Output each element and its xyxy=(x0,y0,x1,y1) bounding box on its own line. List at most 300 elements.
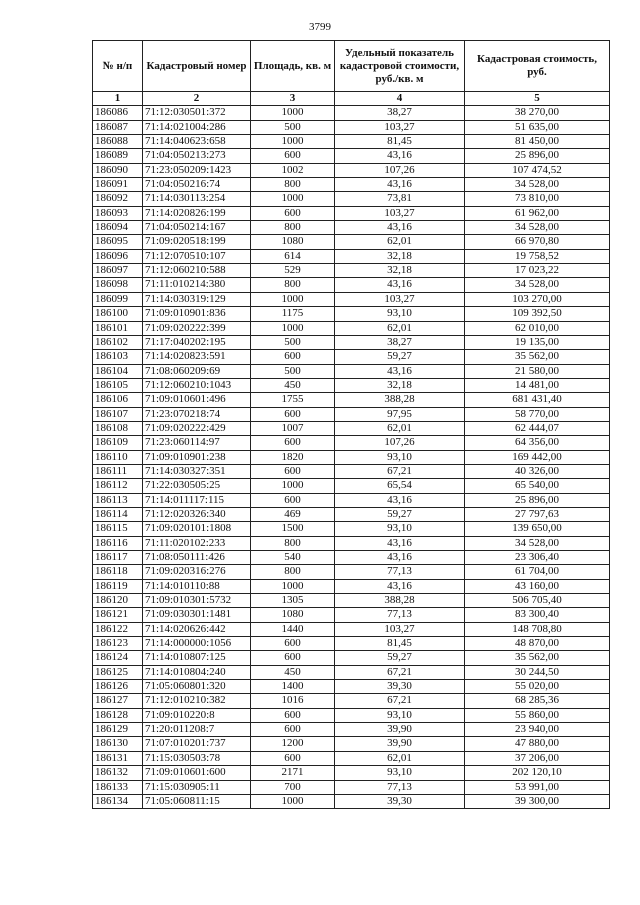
cell-cadastral-value: 681 431,40 xyxy=(465,393,610,407)
cell-specific-value: 77,13 xyxy=(335,565,465,579)
cell-cadastral-number: 71:14:010110:88 xyxy=(143,579,251,593)
table-body xyxy=(93,106,610,809)
table-row xyxy=(93,766,610,780)
cell-index: 186101 xyxy=(93,321,143,335)
cell-cadastral-value: 58 770,00 xyxy=(465,407,610,421)
table-row xyxy=(93,579,610,593)
cell-cadastral-value: 14 481,00 xyxy=(465,378,610,392)
cell-cadastral-number: 71:05:060811:15 xyxy=(143,794,251,808)
cell-cadastral-value: 27 797,63 xyxy=(465,507,610,521)
header-cadastral-value: Кадастровая стоимость, руб. xyxy=(465,41,610,92)
header-area: Площадь, кв. м xyxy=(251,41,335,92)
cell-specific-value: 43,16 xyxy=(335,278,465,292)
cell-cadastral-number: 71:14:020626:442 xyxy=(143,622,251,636)
cell-index: 186116 xyxy=(93,536,143,550)
cell-area: 1755 xyxy=(251,393,335,407)
cell-index: 186118 xyxy=(93,565,143,579)
cell-cadastral-number: 71:14:000000:1056 xyxy=(143,637,251,651)
cell-cadastral-value: 53 991,00 xyxy=(465,780,610,794)
cell-cadastral-number: 71:09:010601:600 xyxy=(143,766,251,780)
table-row xyxy=(93,737,610,751)
cell-cadastral-value: 66 970,80 xyxy=(465,235,610,249)
cell-cadastral-value: 23 306,40 xyxy=(465,551,610,565)
table-row xyxy=(93,651,610,665)
header-index: № н/п xyxy=(93,41,143,92)
cell-index: 186103 xyxy=(93,350,143,364)
cell-cadastral-number: 71:17:040202:195 xyxy=(143,335,251,349)
table-row xyxy=(93,680,610,694)
cell-cadastral-number: 71:14:010804:240 xyxy=(143,665,251,679)
cell-specific-value: 43,16 xyxy=(335,551,465,565)
table-row xyxy=(93,479,610,493)
cell-cadastral-number: 71:22:030505:25 xyxy=(143,479,251,493)
table-row xyxy=(93,335,610,349)
cell-area: 1000 xyxy=(251,794,335,808)
cell-area: 600 xyxy=(251,723,335,737)
cell-area: 1016 xyxy=(251,694,335,708)
cell-index: 186127 xyxy=(93,694,143,708)
cell-area: 540 xyxy=(251,551,335,565)
cell-specific-value: 65,54 xyxy=(335,479,465,493)
table-row xyxy=(93,464,610,478)
cell-specific-value: 62,01 xyxy=(335,421,465,435)
cell-index: 186130 xyxy=(93,737,143,751)
column-number: 1 xyxy=(93,92,143,106)
cell-specific-value: 103,27 xyxy=(335,120,465,134)
cell-cadastral-number: 71:04:050213:273 xyxy=(143,149,251,163)
cell-area: 600 xyxy=(251,407,335,421)
cell-area: 600 xyxy=(251,206,335,220)
header-specific-value: Удельный показатель кадастровой стоимости, руб./кв. м xyxy=(335,41,465,92)
cell-index: 186121 xyxy=(93,608,143,622)
cell-cadastral-value: 38 270,00 xyxy=(465,106,610,120)
cell-specific-value: 43,16 xyxy=(335,221,465,235)
cell-area: 600 xyxy=(251,708,335,722)
cell-cadastral-number: 71:14:011117:115 xyxy=(143,493,251,507)
cell-index: 186125 xyxy=(93,665,143,679)
cell-area: 469 xyxy=(251,507,335,521)
cell-specific-value: 81,45 xyxy=(335,135,465,149)
header-cadastral-number: Кадастровый номер xyxy=(143,41,251,92)
table-row xyxy=(93,292,610,306)
cell-index: 186104 xyxy=(93,364,143,378)
table-row xyxy=(93,551,610,565)
cell-cadastral-value: 34 528,00 xyxy=(465,536,610,550)
cell-cadastral-value: 107 474,52 xyxy=(465,163,610,177)
table-row xyxy=(93,794,610,808)
cell-cadastral-value: 148 708,80 xyxy=(465,622,610,636)
cell-cadastral-value: 64 356,00 xyxy=(465,436,610,450)
cell-specific-value: 388,28 xyxy=(335,393,465,407)
cell-index: 186093 xyxy=(93,206,143,220)
cell-specific-value: 43,16 xyxy=(335,178,465,192)
cell-index: 186092 xyxy=(93,192,143,206)
cell-area: 800 xyxy=(251,565,335,579)
cell-index: 186096 xyxy=(93,249,143,263)
cell-area: 500 xyxy=(251,120,335,134)
cell-cadastral-value: 55 020,00 xyxy=(465,680,610,694)
cell-cadastral-number: 71:14:020823:591 xyxy=(143,350,251,364)
cell-cadastral-value: 35 562,00 xyxy=(465,651,610,665)
cell-index: 186129 xyxy=(93,723,143,737)
table-row xyxy=(93,278,610,292)
table-row xyxy=(93,307,610,321)
cell-cadastral-number: 71:09:010601:496 xyxy=(143,393,251,407)
cell-cadastral-value: 43 160,00 xyxy=(465,579,610,593)
column-number: 5 xyxy=(465,92,610,106)
cell-area: 1080 xyxy=(251,608,335,622)
cell-specific-value: 39,30 xyxy=(335,680,465,694)
cell-cadastral-value: 21 580,00 xyxy=(465,364,610,378)
cell-specific-value: 59,27 xyxy=(335,350,465,364)
table-row xyxy=(93,178,610,192)
cell-cadastral-number: 71:23:050209:1423 xyxy=(143,163,251,177)
cell-area: 1007 xyxy=(251,421,335,435)
cell-specific-value: 103,27 xyxy=(335,622,465,636)
cell-cadastral-value: 83 300,40 xyxy=(465,608,610,622)
table-row xyxy=(93,436,610,450)
cell-index: 186108 xyxy=(93,421,143,435)
cell-area: 500 xyxy=(251,364,335,378)
cell-cadastral-value: 17 023,22 xyxy=(465,264,610,278)
table-row xyxy=(93,321,610,335)
cell-area: 1000 xyxy=(251,292,335,306)
cell-cadastral-number: 71:12:060210:1043 xyxy=(143,378,251,392)
cell-index: 186109 xyxy=(93,436,143,450)
cell-cadastral-number: 71:09:010220:8 xyxy=(143,708,251,722)
cell-specific-value: 59,27 xyxy=(335,507,465,521)
cell-index: 186094 xyxy=(93,221,143,235)
cell-cadastral-value: 23 940,00 xyxy=(465,723,610,737)
cell-index: 186119 xyxy=(93,579,143,593)
cell-index: 186126 xyxy=(93,680,143,694)
cell-cadastral-number: 71:12:030501:372 xyxy=(143,106,251,120)
table-row xyxy=(93,637,610,651)
cell-cadastral-value: 62 010,00 xyxy=(465,321,610,335)
cell-area: 1000 xyxy=(251,579,335,593)
cell-area: 1175 xyxy=(251,307,335,321)
cell-specific-value: 43,16 xyxy=(335,149,465,163)
cell-area: 529 xyxy=(251,264,335,278)
cell-cadastral-value: 19 758,52 xyxy=(465,249,610,263)
column-number-row xyxy=(93,92,610,106)
cell-specific-value: 97,95 xyxy=(335,407,465,421)
cell-area: 450 xyxy=(251,378,335,392)
cell-area: 700 xyxy=(251,780,335,794)
table-row xyxy=(93,350,610,364)
cell-cadastral-number: 71:09:030301:1481 xyxy=(143,608,251,622)
cell-index: 186132 xyxy=(93,766,143,780)
cell-index: 186086 xyxy=(93,106,143,120)
table-row xyxy=(93,594,610,608)
cell-specific-value: 62,01 xyxy=(335,751,465,765)
cell-cadastral-number: 71:14:021004:286 xyxy=(143,120,251,134)
cell-area: 800 xyxy=(251,536,335,550)
cell-cadastral-number: 71:09:020222:429 xyxy=(143,421,251,435)
cell-index: 186117 xyxy=(93,551,143,565)
cell-index: 186123 xyxy=(93,637,143,651)
cell-area: 600 xyxy=(251,436,335,450)
table-row xyxy=(93,694,610,708)
cell-area: 1080 xyxy=(251,235,335,249)
cell-cadastral-number: 71:14:040623:658 xyxy=(143,135,251,149)
cell-specific-value: 93,10 xyxy=(335,450,465,464)
cell-area: 800 xyxy=(251,221,335,235)
cell-specific-value: 43,16 xyxy=(335,364,465,378)
cell-specific-value: 43,16 xyxy=(335,536,465,550)
table-row xyxy=(93,622,610,636)
cell-cadastral-number: 71:15:030503:78 xyxy=(143,751,251,765)
cell-specific-value: 38,27 xyxy=(335,106,465,120)
cell-specific-value: 107,26 xyxy=(335,163,465,177)
cell-cadastral-number: 71:04:050216:74 xyxy=(143,178,251,192)
cell-cadastral-number: 71:11:020102:233 xyxy=(143,536,251,550)
cell-cadastral-value: 139 650,00 xyxy=(465,522,610,536)
cadastral-table xyxy=(92,40,610,809)
cell-specific-value: 67,21 xyxy=(335,665,465,679)
cell-area: 600 xyxy=(251,464,335,478)
cell-index: 186120 xyxy=(93,594,143,608)
table-row xyxy=(93,249,610,263)
cell-index: 186099 xyxy=(93,292,143,306)
table-row xyxy=(93,536,610,550)
cell-index: 186097 xyxy=(93,264,143,278)
table-row xyxy=(93,450,610,464)
cell-index: 186114 xyxy=(93,507,143,521)
table-row xyxy=(93,665,610,679)
cell-cadastral-number: 71:12:020326:340 xyxy=(143,507,251,521)
cell-cadastral-number: 71:09:010901:238 xyxy=(143,450,251,464)
cell-cadastral-number: 71:14:030327:351 xyxy=(143,464,251,478)
cell-index: 186115 xyxy=(93,522,143,536)
cell-cadastral-value: 109 392,50 xyxy=(465,307,610,321)
cell-cadastral-number: 71:07:010201:737 xyxy=(143,737,251,751)
table-row xyxy=(93,206,610,220)
cell-cadastral-value: 65 540,00 xyxy=(465,479,610,493)
cell-area: 1400 xyxy=(251,680,335,694)
cell-area: 1000 xyxy=(251,321,335,335)
cell-specific-value: 103,27 xyxy=(335,292,465,306)
table-row xyxy=(93,364,610,378)
cell-area: 1002 xyxy=(251,163,335,177)
cell-cadastral-value: 73 810,00 xyxy=(465,192,610,206)
cell-specific-value: 43,16 xyxy=(335,493,465,507)
table-row xyxy=(93,221,610,235)
cell-specific-value: 93,10 xyxy=(335,522,465,536)
table-row xyxy=(93,393,610,407)
cell-index: 186111 xyxy=(93,464,143,478)
cell-index: 186124 xyxy=(93,651,143,665)
cell-specific-value: 62,01 xyxy=(335,321,465,335)
cell-cadastral-number: 71:15:030905:11 xyxy=(143,780,251,794)
cell-cadastral-value: 103 270,00 xyxy=(465,292,610,306)
cell-index: 186102 xyxy=(93,335,143,349)
cell-index: 186088 xyxy=(93,135,143,149)
cell-cadastral-number: 71:23:060114:97 xyxy=(143,436,251,450)
cell-cadastral-number: 71:09:010301:5732 xyxy=(143,594,251,608)
cell-area: 1820 xyxy=(251,450,335,464)
table-row xyxy=(93,163,610,177)
cell-index: 186098 xyxy=(93,278,143,292)
cell-cadastral-number: 71:20:011208:7 xyxy=(143,723,251,737)
cell-cadastral-number: 71:14:010807:125 xyxy=(143,651,251,665)
cell-cadastral-number: 71:08:050111:426 xyxy=(143,551,251,565)
cell-cadastral-value: 34 528,00 xyxy=(465,221,610,235)
cell-index: 186091 xyxy=(93,178,143,192)
cell-area: 614 xyxy=(251,249,335,263)
cell-specific-value: 38,27 xyxy=(335,335,465,349)
table-row xyxy=(93,106,610,120)
cell-cadastral-value: 34 528,00 xyxy=(465,178,610,192)
cell-cadastral-value: 25 896,00 xyxy=(465,493,610,507)
cell-specific-value: 93,10 xyxy=(335,766,465,780)
cell-cadastral-number: 71:11:010214:380 xyxy=(143,278,251,292)
cell-index: 186087 xyxy=(93,120,143,134)
cell-cadastral-value: 30 244,50 xyxy=(465,665,610,679)
table-row xyxy=(93,421,610,435)
cell-cadastral-value: 47 880,00 xyxy=(465,737,610,751)
header-row xyxy=(93,41,610,92)
cell-cadastral-value: 35 562,00 xyxy=(465,350,610,364)
cell-specific-value: 81,45 xyxy=(335,637,465,651)
cell-area: 1440 xyxy=(251,622,335,636)
table-row xyxy=(93,723,610,737)
cell-area: 1500 xyxy=(251,522,335,536)
cell-specific-value: 59,27 xyxy=(335,651,465,665)
cell-index: 186134 xyxy=(93,794,143,808)
cell-specific-value: 77,13 xyxy=(335,608,465,622)
cell-cadastral-number: 71:14:030113:254 xyxy=(143,192,251,206)
cell-cadastral-number: 71:05:060801:320 xyxy=(143,680,251,694)
table-row xyxy=(93,192,610,206)
cell-index: 186107 xyxy=(93,407,143,421)
cell-cadastral-value: 48 870,00 xyxy=(465,637,610,651)
cell-cadastral-value: 51 635,00 xyxy=(465,120,610,134)
cell-index: 186112 xyxy=(93,479,143,493)
cell-specific-value: 32,18 xyxy=(335,378,465,392)
table-row xyxy=(93,565,610,579)
cell-cadastral-value: 40 326,00 xyxy=(465,464,610,478)
cell-index: 186089 xyxy=(93,149,143,163)
cell-specific-value: 73,81 xyxy=(335,192,465,206)
cell-area: 1000 xyxy=(251,106,335,120)
cell-area: 1305 xyxy=(251,594,335,608)
cell-cadastral-value: 61 962,00 xyxy=(465,206,610,220)
page-number: 3799 xyxy=(309,21,331,33)
table-row xyxy=(93,507,610,521)
cell-specific-value: 43,16 xyxy=(335,579,465,593)
cell-area: 500 xyxy=(251,335,335,349)
cell-specific-value: 93,10 xyxy=(335,708,465,722)
cell-area: 1000 xyxy=(251,135,335,149)
cell-area: 2171 xyxy=(251,766,335,780)
cell-area: 450 xyxy=(251,665,335,679)
cell-cadastral-value: 34 528,00 xyxy=(465,278,610,292)
table-row xyxy=(93,493,610,507)
cell-cadastral-value: 81 450,00 xyxy=(465,135,610,149)
column-number: 4 xyxy=(335,92,465,106)
cell-index: 186090 xyxy=(93,163,143,177)
cell-index: 186133 xyxy=(93,780,143,794)
cell-cadastral-value: 169 442,00 xyxy=(465,450,610,464)
table-row xyxy=(93,751,610,765)
cell-specific-value: 103,27 xyxy=(335,206,465,220)
table-row xyxy=(93,378,610,392)
cell-cadastral-value: 68 285,36 xyxy=(465,694,610,708)
cell-cadastral-number: 71:09:020222:399 xyxy=(143,321,251,335)
table-row xyxy=(93,149,610,163)
cell-specific-value: 39,30 xyxy=(335,794,465,808)
cell-cadastral-value: 55 860,00 xyxy=(465,708,610,722)
column-number: 2 xyxy=(143,92,251,106)
cell-cadastral-number: 71:09:020101:1808 xyxy=(143,522,251,536)
cell-specific-value: 32,18 xyxy=(335,249,465,263)
table-row xyxy=(93,135,610,149)
column-number: 3 xyxy=(251,92,335,106)
table-row xyxy=(93,708,610,722)
cell-area: 600 xyxy=(251,751,335,765)
cell-specific-value: 62,01 xyxy=(335,235,465,249)
cell-cadastral-value: 19 135,00 xyxy=(465,335,610,349)
cell-index: 186105 xyxy=(93,378,143,392)
cell-specific-value: 93,10 xyxy=(335,307,465,321)
cell-index: 186128 xyxy=(93,708,143,722)
cell-specific-value: 77,13 xyxy=(335,780,465,794)
cell-cadastral-number: 71:23:070218:74 xyxy=(143,407,251,421)
table-row xyxy=(93,235,610,249)
cell-specific-value: 32,18 xyxy=(335,264,465,278)
table-row xyxy=(93,407,610,421)
table-row xyxy=(93,522,610,536)
cell-area: 1000 xyxy=(251,479,335,493)
cell-specific-value: 67,21 xyxy=(335,694,465,708)
cell-index: 186100 xyxy=(93,307,143,321)
cell-cadastral-number: 71:09:020518:199 xyxy=(143,235,251,249)
cell-cadastral-value: 25 896,00 xyxy=(465,149,610,163)
cell-cadastral-value: 61 704,00 xyxy=(465,565,610,579)
table-row xyxy=(93,780,610,794)
cell-area: 800 xyxy=(251,278,335,292)
cell-cadastral-number: 71:12:070510:107 xyxy=(143,249,251,263)
cell-cadastral-number: 71:12:010210:382 xyxy=(143,694,251,708)
cell-area: 600 xyxy=(251,493,335,507)
cell-area: 600 xyxy=(251,149,335,163)
cell-cadastral-number: 71:09:020316:276 xyxy=(143,565,251,579)
cell-area: 600 xyxy=(251,637,335,651)
cell-cadastral-value: 62 444,07 xyxy=(465,421,610,435)
cell-specific-value: 388,28 xyxy=(335,594,465,608)
cell-cadastral-number: 71:08:060209:69 xyxy=(143,364,251,378)
cell-area: 600 xyxy=(251,651,335,665)
cell-cadastral-value: 506 705,40 xyxy=(465,594,610,608)
cell-cadastral-number: 71:12:060210:588 xyxy=(143,264,251,278)
cell-specific-value: 107,26 xyxy=(335,436,465,450)
cell-cadastral-value: 39 300,00 xyxy=(465,794,610,808)
cell-index: 186113 xyxy=(93,493,143,507)
cell-area: 1200 xyxy=(251,737,335,751)
table-row xyxy=(93,120,610,134)
table-row xyxy=(93,608,610,622)
cell-specific-value: 39,90 xyxy=(335,737,465,751)
cell-index: 186131 xyxy=(93,751,143,765)
cell-index: 186106 xyxy=(93,393,143,407)
cell-index: 186110 xyxy=(93,450,143,464)
table-row xyxy=(93,264,610,278)
cell-cadastral-number: 71:09:010901:836 xyxy=(143,307,251,321)
cell-cadastral-number: 71:14:020826:199 xyxy=(143,206,251,220)
cell-index: 186095 xyxy=(93,235,143,249)
cell-cadastral-value: 202 120,10 xyxy=(465,766,610,780)
